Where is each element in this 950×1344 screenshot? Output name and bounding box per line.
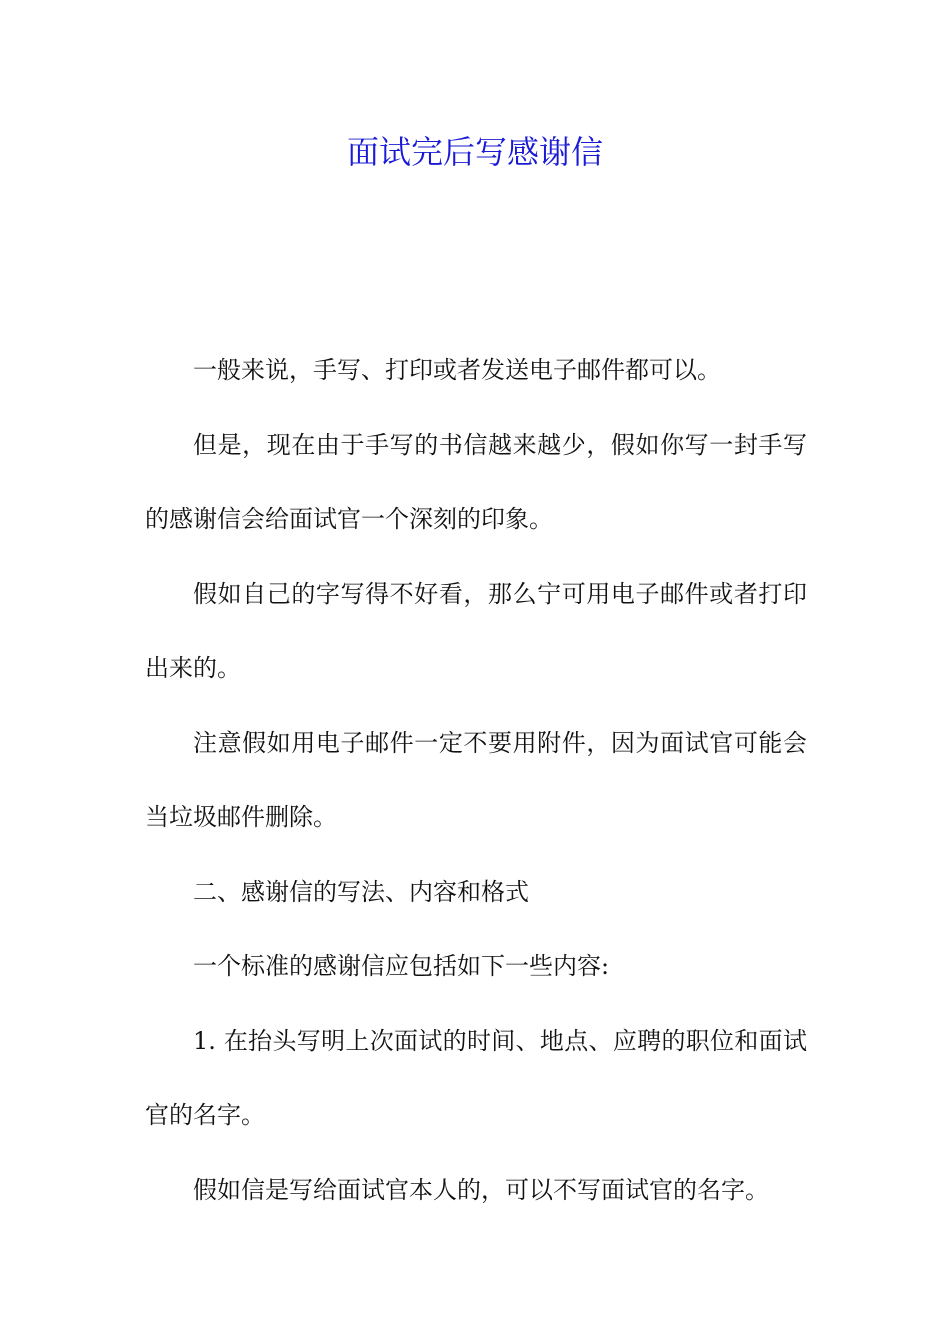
section-heading: 二、感谢信的写法、内容和格式 [193, 877, 529, 906]
list-item: 1. 在抬头写明上次面试的时间、地点、应聘的职位和面试官的名字。 [145, 1026, 807, 1129]
document-title: 面试完后写感谢信 [346, 133, 603, 171]
paragraph: 注意假如用电子邮件一定不要用附件，因为面试官可能会当垃圾邮件删除。 [145, 728, 807, 831]
paragraph: 但是，现在由于手写的书信越来越少，假如你写一封手写的感谢信会给面试官一个深刻的印象。 [145, 430, 807, 533]
paragraph: 一个标准的感谢信应包括如下一些内容: [193, 952, 610, 980]
document-body [145, 333, 807, 1227]
paragraph: 假如信是写给面试官本人的，可以不写面试官的名字。 [193, 1175, 769, 1204]
paragraph: 一般来说，手写、打印或者发送电子邮件都可以。 [193, 356, 721, 384]
paragraph: 假如自己的字写得不好看，那么宁可用电子邮件或者打印出来的。 [145, 579, 807, 682]
